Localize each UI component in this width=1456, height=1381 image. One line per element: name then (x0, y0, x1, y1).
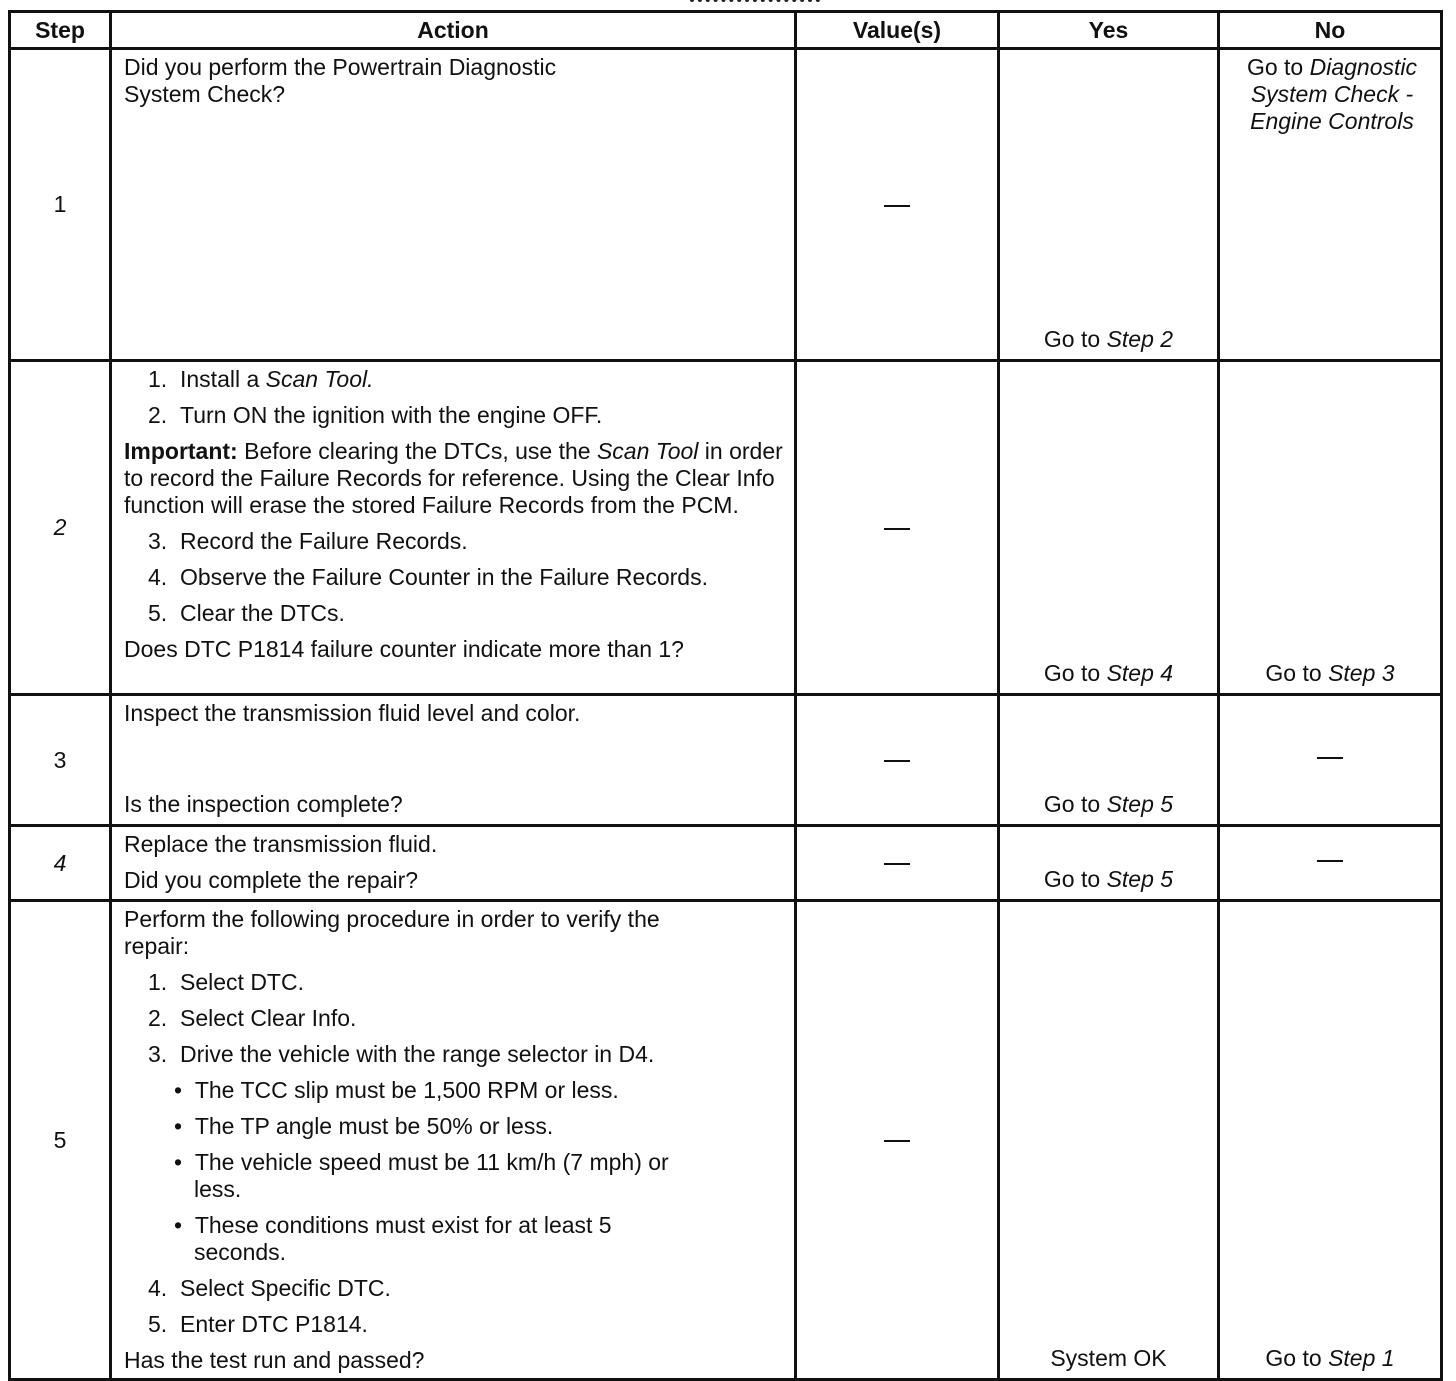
question-text: Is the inspection complete? (124, 791, 403, 817)
question-text: Does DTC P1814 failure counter indicate more than 1? (124, 636, 684, 662)
list-item: 5. Clear the DTCs. (148, 600, 345, 626)
table-row-step-2 (10, 361, 1442, 695)
yes-step-link[interactable]: Step 5 (1106, 791, 1174, 817)
dash-mark (884, 1140, 910, 1142)
col-header-yes: Yes (999, 12, 1219, 49)
step-number: 4 (10, 826, 111, 901)
list-item: 1. Select DTC. (148, 969, 304, 995)
no-cell: Go to Step 3 (1219, 361, 1442, 695)
list-item: 2. Turn ON the ignition with the engine OFF. (148, 402, 603, 428)
value-cell (796, 901, 999, 1380)
step-number: 5 (10, 901, 111, 1380)
yes-cell: Go to Step 5 (999, 695, 1219, 826)
yes-cell: Go to Step 5 (999, 826, 1219, 901)
yes-prefix: Go to (1043, 326, 1107, 352)
question-text: Did you complete the repair? (124, 867, 419, 893)
action-cell (111, 695, 796, 826)
action-cell (111, 361, 796, 695)
no-cell (1219, 49, 1442, 361)
no-cell (1219, 695, 1442, 826)
bullet-item: • The TCC slip must be 1,500 RPM or less. (174, 1077, 619, 1103)
bullet-item: • The vehicle speed must be 11 km/h (7 mph) or less. (174, 1149, 669, 1202)
table-row-step-4 (10, 826, 1442, 901)
no-cell: Go to Step 1 (1219, 901, 1442, 1380)
table-row-step-3 (10, 695, 1442, 826)
no-step-link[interactable]: Step 1 (1328, 1345, 1395, 1371)
list-item: 3. Drive the vehicle with the range selector in D4. (148, 1041, 655, 1067)
list-item: 5. Enter DTC P1814. (148, 1311, 368, 1337)
header-row (10, 12, 1442, 49)
important-note: Important: Before clearing the DTCs, use the Scan Tool in order to record the Failure Records for reference. Using the Clear Info function will erase the stored Failure Records from the PCM. (124, 438, 783, 518)
no-step-link[interactable]: Step 3 (1328, 660, 1395, 686)
no-cell (1219, 826, 1442, 901)
no-prefix: Go to (1246, 54, 1310, 80)
list-item: 4. Select Specific DTC. (148, 1275, 391, 1301)
header-rule-mark (690, 0, 820, 6)
table-row-step-5 (10, 901, 1442, 1380)
action-text: System Check? (124, 81, 286, 107)
yes-step-link[interactable]: Step 5 (1106, 866, 1174, 892)
col-header-no: No (1219, 12, 1442, 49)
step-number: 1 (10, 49, 111, 361)
value-cell (796, 695, 999, 826)
list-item: 2. Select Clear Info. (148, 1005, 357, 1031)
list-item: 3. Record the Failure Records. (148, 528, 468, 554)
list-item: 1. Install a Scan Tool. (148, 366, 374, 392)
col-header-action: Action (111, 12, 796, 49)
bullet-item: • The TP angle must be 50% or less. (174, 1113, 554, 1139)
bullet-item: • These conditions must exist for at least 5 seconds. (174, 1212, 612, 1265)
intro-text: Perform the following procedure in order to verify the repair: (124, 906, 660, 959)
action-text: Did you perform the Powertrain Diagnostic (124, 54, 557, 80)
action-cell (111, 901, 796, 1380)
action-text: Inspect the transmission fluid level and color. (124, 700, 581, 726)
col-header-values: Value(s) (796, 12, 999, 49)
dash-mark (1317, 860, 1343, 862)
action-cell (111, 826, 796, 901)
dash-mark (884, 528, 910, 530)
value-cell (796, 361, 999, 695)
list-item: 4. Observe the Failure Counter in the Failure Records. (148, 564, 708, 590)
yes-step-link[interactable]: Step 4 (1106, 660, 1174, 686)
diagnostic-table (8, 10, 1443, 1381)
col-header-step: Step (10, 12, 111, 49)
step-number: 3 (10, 695, 111, 826)
no-procedure-link[interactable]: Diagnostic System Check - Engine Controls (1250, 54, 1418, 134)
value-cell (796, 826, 999, 901)
table-row-step-1 (10, 49, 1442, 361)
yes-cell (999, 49, 1219, 361)
action-cell (111, 49, 796, 361)
dash-mark (884, 760, 910, 762)
step-number: 2 (10, 361, 111, 695)
yes-cell: System OK (999, 901, 1219, 1380)
yes-cell: Go to Step 4 (999, 361, 1219, 695)
dash-mark (1317, 757, 1343, 759)
value-cell (796, 49, 999, 361)
dash-mark (884, 863, 910, 865)
question-text: Has the test run and passed? (124, 1347, 425, 1373)
action-text: Replace the transmission fluid. (124, 831, 438, 857)
dash-mark (884, 205, 910, 207)
yes-step-link[interactable]: Step 2 (1106, 326, 1174, 352)
